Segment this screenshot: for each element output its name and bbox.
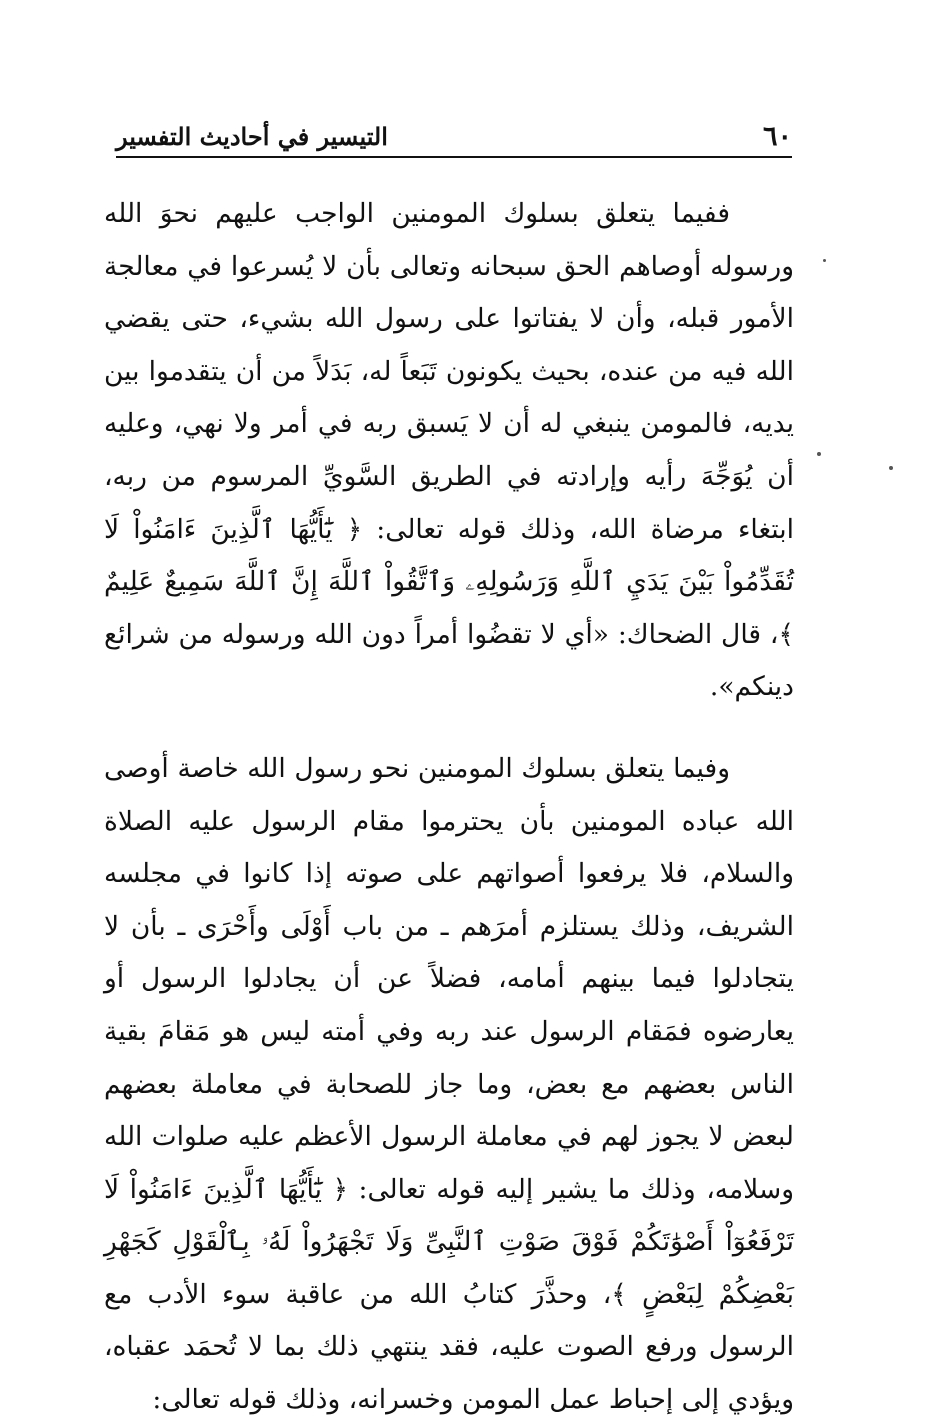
scan-speck [823,259,826,262]
paragraph-1: ففيما يتعلق بسلوك المومنين الواجب عليهم نحوَ الله ورسوله أوصاهم الحق سبحانه وتعالى بأن لا يُسرعوا في معالجة الأمور قبله، وأن لا يفتاتوا على رسول الله بشيء، حتى يقضي الله فيه من عنده، بحيث يكونون تَبَعاً له، بَدَلاً من أن يتقدموا بين يديه، فالمومن ينبغي له أن لا يَسبق ربه في أمر ولا نهي، وعليه أن يُوَجِّهَ رأيه وإرادته في الطريق السَّويِّ المرسوم من ربه، ابتغاء مرضاة الله، وذلك قوله تعالى: ﴿ يَٰٓأَيُّهَا ٱلَّذِينَ ءَامَنُواْ لَا تُقَدِّمُواْ بَيْنَ يَدَيِ ٱللَّهِ وَرَسُولِهِۦ وَٱتَّقُواْ ٱللَّهَ إِنَّ ٱللَّهَ سَمِيعٌ عَلِيمٌ ﴾، قال الضحاك: «أي لا تقضُوا أمراً دون الله ورسوله من شرائع دينكم». [104,198,794,703]
scan-speck [889,466,893,470]
header-rule [116,156,792,158]
paragraph-2: وفيما يتعلق بسلوك المومنين نحو رسول الله خاصة أوصى الله عباده المومنين بأن يحترموا مقام الرسول عليه الصلاة والسلام، فلا يرفعوا أصواتهم على صوته إذا كانوا في مجلسه الشريف، وذلك يستلزم أمرَهم ـ من باب أَوْلَى وأَحْرَى ـ بأن لا يتجادلوا فيما بينهم أمامه، فضلاً عن أن يجادلوا الرسول أو يعارضوه فمَقام الرسول عند ربه وفي أمته ليس هو مَقامَ بقية الناس بعضهم مع بعض، وما جاز للصحابة في معاملة بعضهم لبعض لا يجوز لهم في معاملة الرسول الأعظم عليه صلوات الله وسلامه، وذلك ما يشير إليه قوله تعالى: ﴿ يَٰٓأَيُّهَا ٱلَّذِينَ ءَامَنُواْ لَا تَرْفَعُوٓاْ أَصْوَٰتَكُمْ فَوْقَ صَوْتِ ٱلنَّبِىِّ وَلَا تَجْهَرُواْ لَهُۥ بِٱلْقَوْلِ كَجَهْرِ بَعْضِكُمْ لِبَعْضٍ ﴾، وحذَّرَ كتابُ الله من عاقبة سوء الأدب مع الرسول ورفع الصوت عليه، فقد ينتهي ذلك بما لا تُحمَد عقباه، ويؤدي إلى إحباط عمل المومن وخسرانه، وذلك قوله تعالى: [104,752,794,1416]
running-title: التيسير في أحاديث التفسير [116,122,388,151]
page-header [116,118,792,156]
scan-speck [817,452,821,456]
body-text [104,188,794,1427]
page-number: ٦٠ [762,121,792,152]
